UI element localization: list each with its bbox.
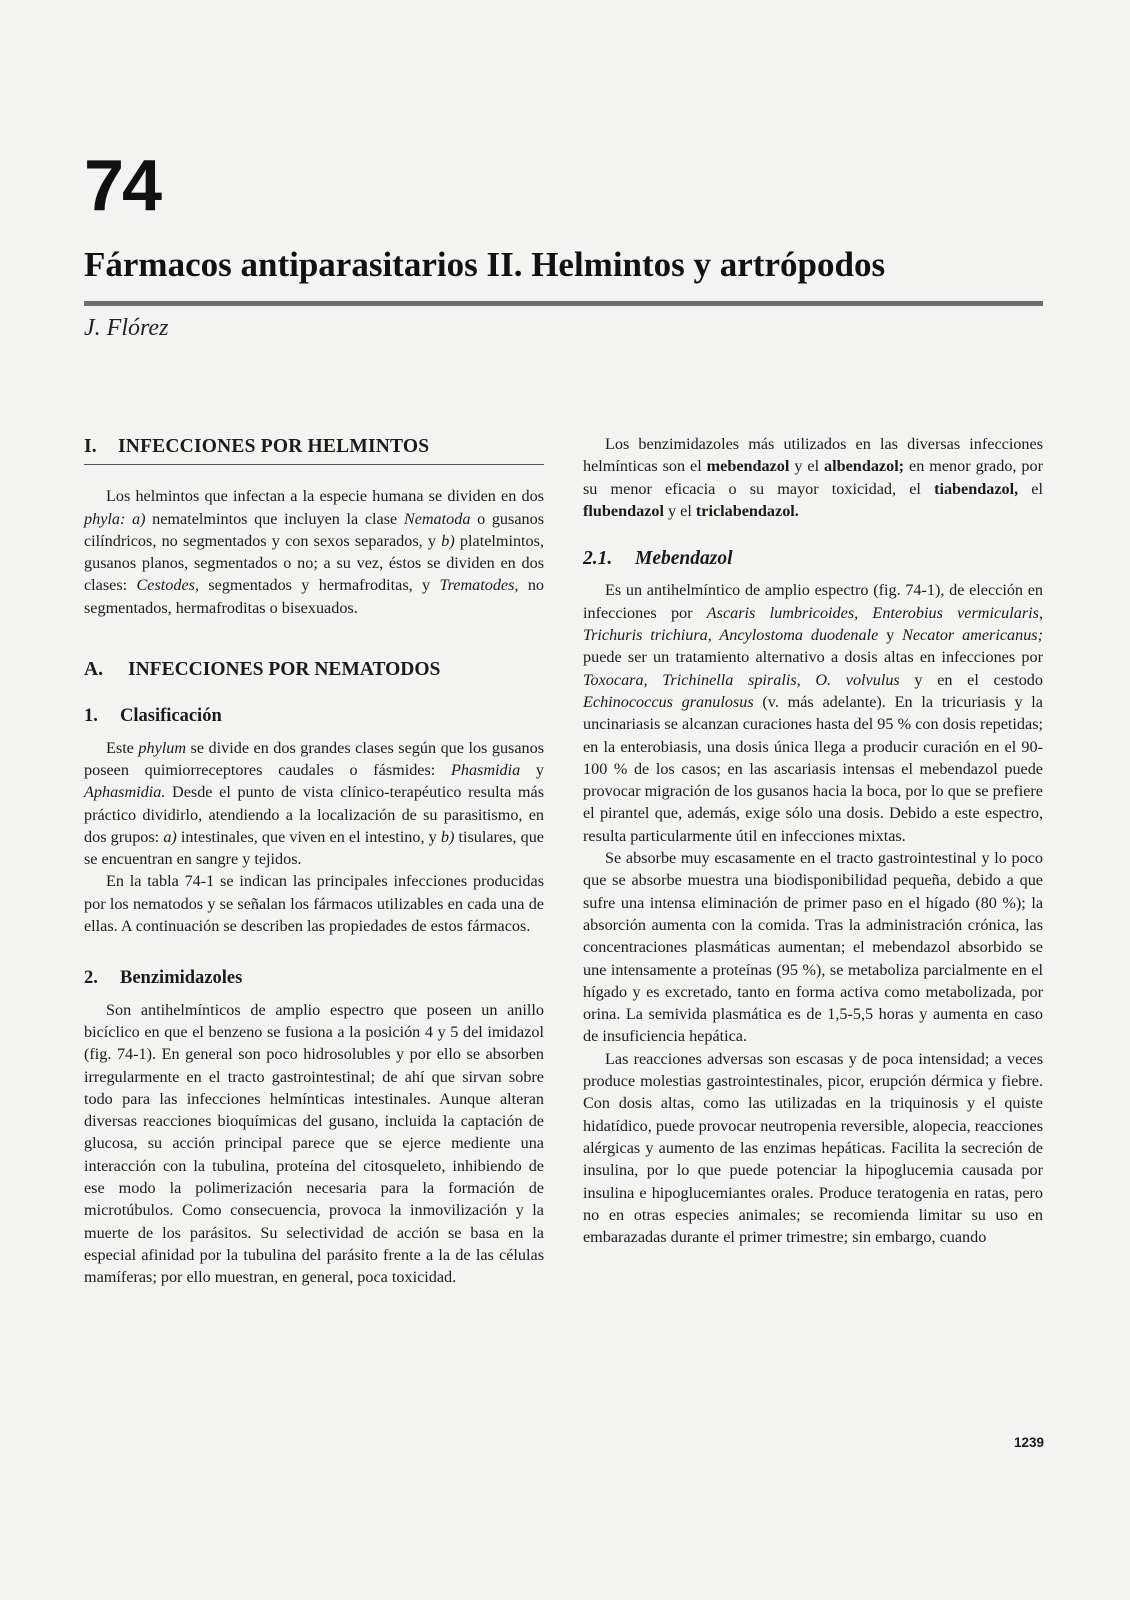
right-column bbox=[583, 433, 1043, 1248]
paragraph: Los helmintos que infectan a la especie humana se dividen en dos phyla: a) nematelmintos que incluyen la clase Nematoda o gusanos cilíndricos, no segmentados y con sexos separados, y b) platelmintos, gusanos planos, segmentados o no; a su vez, éstos se dividen en dos clases: Cestodes, segmentados y hermafroditas, y Trematodes, no segmentados, hermafroditas o bisexuados. bbox=[84, 487, 544, 617]
chapter-title: Fármacos antiparasitarios II. Helmintos y artrópodos bbox=[84, 245, 886, 284]
paragraph: Se absorbe muy escasamente en el tracto gastrointestinal y lo poco que se absorbe muestra una biodisponibilidad pequeña, debido a que sufre una intensa eliminación de primer paso en el hígado (80 %); la absorción aumenta con la comida. Tras la administración crónica, las concentraciones plasmáticas aumentan; el mebendazol absorbido se une intensamente a proteínas (95 %), se metaboliza parcialmente en el hígado y es excretado, tanto en forma activa como metabolizada, por orina. La semivida plasmática es de 1,5-5,5 horas y aumenta en caso de insuficiencia hepática. bbox=[583, 849, 1043, 1046]
page-number: 1239 bbox=[1013, 1435, 1044, 1450]
paragraph: Es un antihelmíntico de amplio espectro (fig. 74-1), de elección en infecciones por Ascaris lumbricoides, Enterobius vermicularis, Trichuris trichiura, Ancylostoma duodenale y Necator americanus; puede ser un tratamiento alternativo a dosis altas en infecciones por Toxocara, Trichinella spiralis, O. volvulus y en el cestodo Echinococcus granulosus (v. más adelante). En la tricuriasis y la uncinariasis se alcanzan curaciones hasta del 95 % con dosis repetidas; en la enterobiasis, una dosis única llega a producir curación en el 90-100 % de los casos; en las ascariasis intensas el mebendazol puede provocar migración de los gusanos hacia la boca, por lo que se prefiere el pirantel que, además, exige sólo una dosis. Debido a este espectro, resulta particularmente útil en infecciones mixtas. bbox=[583, 581, 1043, 845]
author: J. Flórez bbox=[84, 315, 169, 341]
section-heading-helmintos: I. INFECCIONES POR HELMINTOS bbox=[84, 436, 544, 465]
paragraph: En la tabla 74-1 se indican las principales infecciones producidas por los nematodos y se señalan los fármacos utilizables en cada una de ellas. A continuación se describen las propiedades de estos fármacos. bbox=[84, 872, 544, 936]
chapter-number: 74 bbox=[84, 146, 161, 226]
paragraph: Son antihelmínticos de amplio espectro que poseen un anillo bicíclico en que el benzeno se fusiona a la posición 4 y 5 del imidazol (fig. 74-1). En general son poco hidrosolubles y por ello se absorben irregularmente en el tracto gastrointestinal; de ahí que sirvan sobre todo para las infecciones helmínticas intestinales. Aunque alteran diversas reacciones bioquímicas del gusano, incluida la captación de glucosa, su acción principal parece que se ejerce mediente una interacción con la tubulina, proteína del citosqueleto, inhibiendo de ese modo la polimerización necesaria para la formación de microtúbulos. Como consecuencia, provoca la inmovilización y la muerte de los parásitos. Su selectividad de acción se basa en la especial afinidad por la tubulina del parásito frente a la de las células mamíferas; por ello muestran, en general, poca toxicidad. bbox=[84, 1000, 544, 1287]
paragraph: Las reacciones adversas son escasas y de poca intensidad; a veces produce molestias gastrointestinales, picor, erupción dérmica y fiebre. Con dosis altas, como las utilizadas en la triquinosis y el quiste hidatídico, puede provocar neutropenia reversible, alopecia, reacciones alérgicas y aumento de las enzimas hepáticas. Facilita la secreción de insulina, por lo que puede potenciar la hipoglucemia causada por insulina e hipoglucemiantes orales. Produce teratogenia en ratas, pero no en otras especies animales; se recomienda limitar su uso en embarazadas durante el primer trimestre; sin embargo, cuando bbox=[583, 1049, 1043, 1247]
heading-mebendazol: 2.1. Mebendazol bbox=[583, 548, 733, 570]
paragraph: Este phylum se divide en dos grandes clases según que los gusanos poseen quimiorreceptores caudales o fásmides: Phasmidia y Aphasmidia. Desde el punto de vista clínico-terapéutico resulta más práctico dividirlo, atendiendo a la localización de su parasitismo, en dos grupos: a) intestinales, que viven en el intestino, y b) tisulares, que se encuentran en sangre y tejidos. bbox=[84, 738, 545, 869]
paragraph: Los benzimidazoles más utilizados en las diversas infecciones helmínticas son el mebendazol y el albendazol; en menor grado, por su menor eficacia o su mayor toxicidad, el tiabendazol, el flubendazol y el triclabendazol. bbox=[583, 435, 1043, 520]
title-rule bbox=[84, 301, 1043, 306]
left-column bbox=[84, 433, 544, 1289]
heading-clasificacion: 1. Clasificación bbox=[84, 706, 222, 727]
heading-benzimidazoles: 2. Benzimidazoles bbox=[84, 968, 243, 989]
subsection-heading-nematodos: A. INFECCIONES POR NEMATODOS bbox=[84, 659, 441, 681]
